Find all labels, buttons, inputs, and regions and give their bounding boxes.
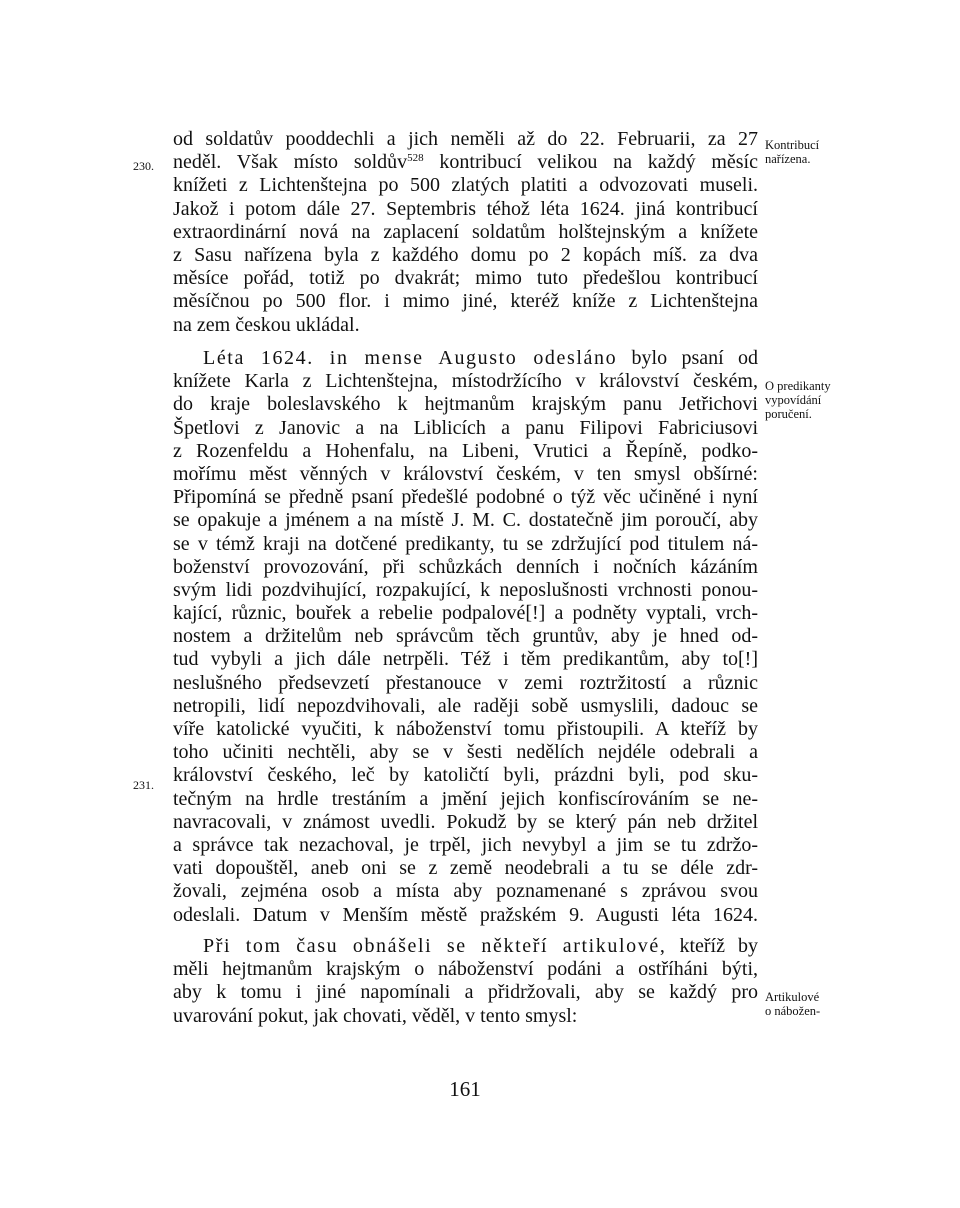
text-line: uvarování pokut, jak chovati, věděl, v tento smysl: bbox=[173, 1004, 578, 1027]
text-line: Připomíná se předně psaní předešlé podobné o týž věc učiněné i nyní bbox=[173, 486, 758, 509]
text-line: nostem a držitelům neb správcům těch gruntův, aby je hned od- bbox=[173, 625, 758, 648]
text-line: žovali, zejména osob a místa aby poznamenané s zprávou svou bbox=[173, 880, 758, 903]
text-line: odeslali. Datum v Menším městě pražském 9. Augusti léta 1624. bbox=[173, 903, 758, 926]
text-line: měsíčnou po 500 flor. i mimo jiné, kteréž kníže z Lichtenštejna bbox=[173, 290, 758, 313]
text-line: boženství provozování, při schůzkách denních i nočních kázáním bbox=[173, 555, 758, 578]
text-line: vati dopouštěl, aneb oni se z země neodebrali a tu se déle zdr- bbox=[173, 857, 758, 880]
text-line: Při tom času obnášeli se někteří artikulové, kteříž by bbox=[203, 935, 759, 957]
paragraph-contributions bbox=[173, 128, 758, 337]
spaced-lead: Při tom času obnášeli se někteří artikulové, bbox=[203, 935, 667, 957]
text-line: knížeti z Lichtenštejna po 500 zlatých platiti a odvozovati museli. bbox=[173, 174, 758, 197]
text-line: od soldatův pooddechli a jich neměli až do 22. Februarii, za 27 bbox=[173, 128, 758, 150]
text-line: netropili, lidí nepozdvihovali, ale raději sobě usmyslili, dadouc se bbox=[173, 694, 758, 717]
text-line: měsíce pořád, totiž po dvakrát; mimo tuto předešlou kontribucí bbox=[173, 267, 758, 290]
paragraph-preachers bbox=[173, 347, 758, 927]
paragraph-articles bbox=[173, 935, 758, 1028]
text-line: z Rozenfeldu a Hohenfalu, na Libeni, Vrutici a Řepíně, podko- bbox=[173, 439, 758, 462]
text-line: měli hejtmanům krajským o náboženství podáni a ostříháni býti, bbox=[173, 958, 758, 981]
text-line: Jakož i potom dále 27. Septembris téhož léta 1624. jiná kontribucí bbox=[173, 197, 758, 220]
margin-note-contributions: Kontribucí nařízena. bbox=[765, 138, 820, 166]
text-line: tud vybyli a jich dále netrpěli. Též i těm predikantům, aby to[!] bbox=[173, 648, 758, 671]
page-number: 161 bbox=[449, 1077, 481, 1101]
text-line: na zem českou ukládal. bbox=[173, 313, 360, 336]
text-line: extraordinární nová na zaplacení soldatům holštejnským a knížete bbox=[173, 220, 758, 243]
margin-note-preachers: O predikanty vypovídání poručení. bbox=[765, 379, 831, 421]
line-number: 231. bbox=[133, 778, 154, 792]
text-line: Špetlovi z Janovic a na Liblicích a panu Filipovi Fabriciusovi bbox=[173, 416, 758, 439]
text-line: neslušného předsevzetí přestanouce v zemi roztržitostí a různic bbox=[173, 671, 758, 694]
text-line: z Sasu nařízena byla z každého domu po 2 kopách míš. za dva bbox=[173, 243, 758, 266]
margin-note-articles: Artikulové o nábožen- bbox=[765, 990, 821, 1018]
text-line: knížete Karla z Lichtenštejna, místodržícího v království českém, bbox=[173, 370, 758, 393]
text-line: do kraje boleslavského k hejtmanům krajským panu Jetřichovi bbox=[173, 393, 758, 416]
footnote-reference: 528 bbox=[407, 152, 424, 165]
text-line: aby k tomu i jiné napomínali a přidržovali, aby se každý pro bbox=[173, 981, 758, 1004]
text-line: Léta 1624. in mense Augusto odesláno bylo psaní od bbox=[203, 347, 758, 369]
line-number: 230. bbox=[133, 159, 154, 173]
text-line: toho učiniti nechtěli, aby se v šesti nedělích nejdéle odebrali a bbox=[173, 741, 758, 764]
text-line: kající, různic, bouřek a rebelie podpalové[!] a podněty vyptali, vrch- bbox=[173, 602, 758, 625]
text-line: víře katolické vyučiti, k náboženství tomu přistoupili. A kteříž by bbox=[173, 718, 758, 740]
text-line: navracovali, v známost uvedli. Pokudž by se který pán neb držitel bbox=[173, 810, 758, 833]
text-line: království českého, leč by katoličtí byli, prázdni byli, pod sku- bbox=[173, 764, 758, 787]
text-line: svým lidi pozdvihující, rozpakující, k neposlušnosti vrchnosti ponou- bbox=[173, 578, 758, 601]
text-line: tečným na hrdle trestáním a jmění jejich konfiscírováním se ne- bbox=[173, 787, 758, 810]
spaced-lead: Léta 1624. in mense Augusto odesláno bbox=[203, 347, 618, 369]
text-line: se v témž kraji na dotčené predikanty, tu se zdržující pod titulem ná- bbox=[173, 532, 758, 555]
text-line: mořímu měst věnných v království českém, v ten smysl obšírné: bbox=[173, 462, 758, 485]
text-line: neděl. Však místo soldův$^{528}$ kontribucí velikou na každý měsíc bbox=[173, 151, 758, 174]
text-line: a správce tak nezachoval, je trpěl, jich nevybyl a jim se tu zdržo- bbox=[173, 833, 758, 856]
text-line: se opakuje a jménem a na místě J. M. C. dostatečně jim poroučí, aby bbox=[173, 509, 758, 532]
